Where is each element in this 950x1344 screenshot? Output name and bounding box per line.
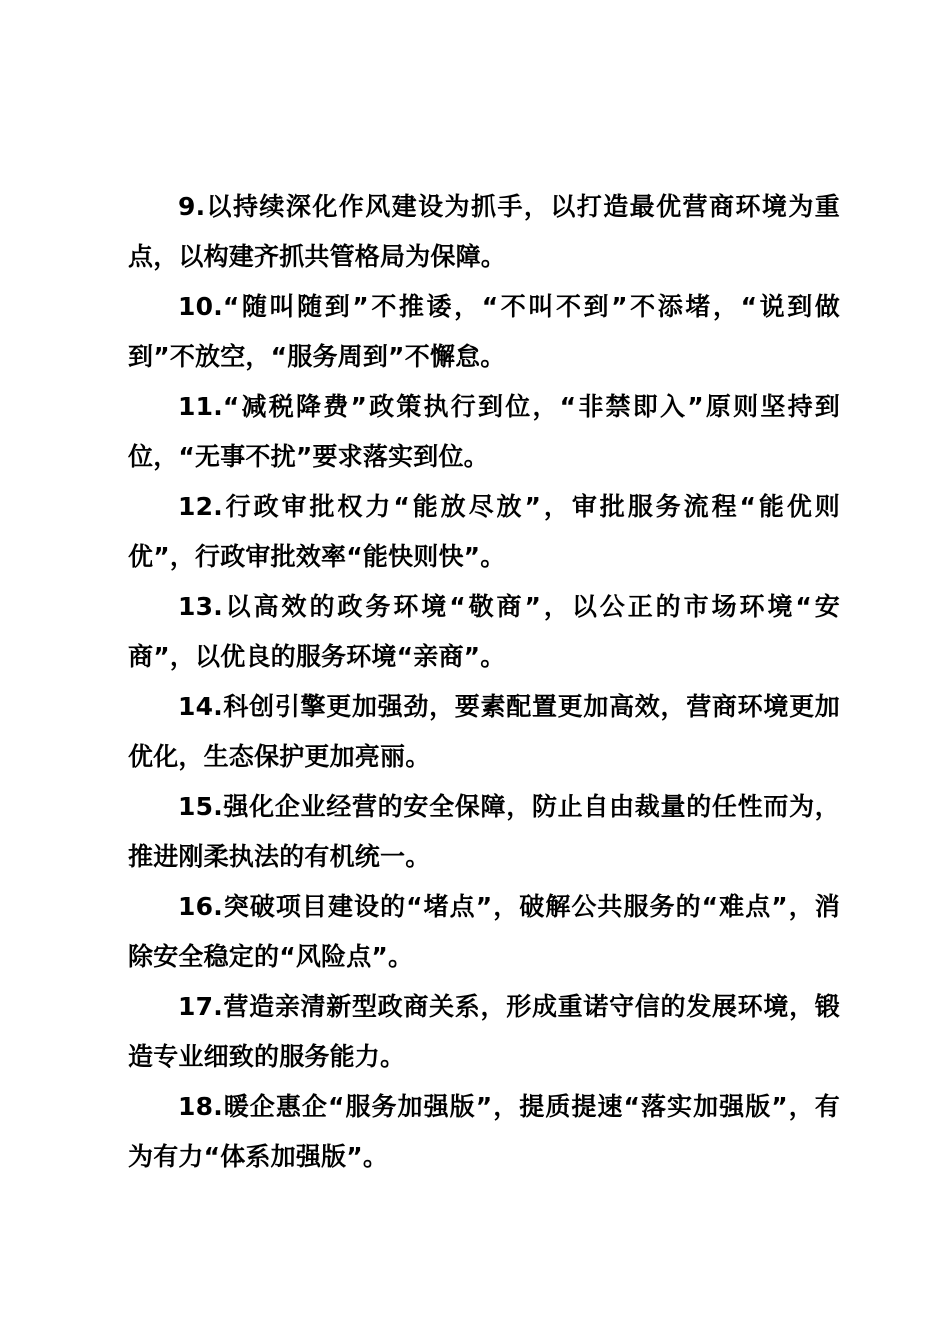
list-item-14: 14.科创引擎更加强劲，要素配置更加高效，营商环境更加优化，生态保护更加亮丽。	[128, 692, 840, 771]
list-item-13: 13.以高效的政务环境“敬商”，以公正的市场环境“安商”，以优良的服务环境“亲商”。	[128, 592, 840, 671]
list-item-16: 16.突破项目建设的“堵点”，破解公共服务的“难点”，消除安全稳定的“风险点”。	[128, 892, 840, 971]
list-item-9: 9.以持续深化作风建设为抓手，以打造最优营商环境为重点，以构建齐抓共管格局为保障。	[128, 192, 840, 271]
list-item-18: 18.暖企惠企“服务加强版”，提质提速“落实加强版”，有为有力“体系加强版”。	[128, 1092, 840, 1171]
list-item-15: 15.强化企业经营的安全保障，防止自由裁量的任性而为，推进刚柔执法的有机统一。	[128, 792, 840, 871]
list-item-12: 12.行政审批权力“能放尽放”，审批服务流程“能优则优”，行政审批效率“能快则快”。	[128, 492, 840, 571]
list-item-11: 11.“减税降费”政策执行到位，“非禁即入”原则坚持到位，“无事不扰”要求落实到位。	[128, 392, 840, 471]
numbered-list	[128, 182, 840, 1182]
list-item-17: 17.营造亲清新型政商关系，形成重诺守信的发展环境，锻造专业细致的服务能力。	[128, 992, 840, 1071]
list-item-10: 10.“随叫随到”不推诿，“不叫不到”不添堵，“说到做到”不放空，“服务周到”不懈怠。	[128, 292, 840, 371]
